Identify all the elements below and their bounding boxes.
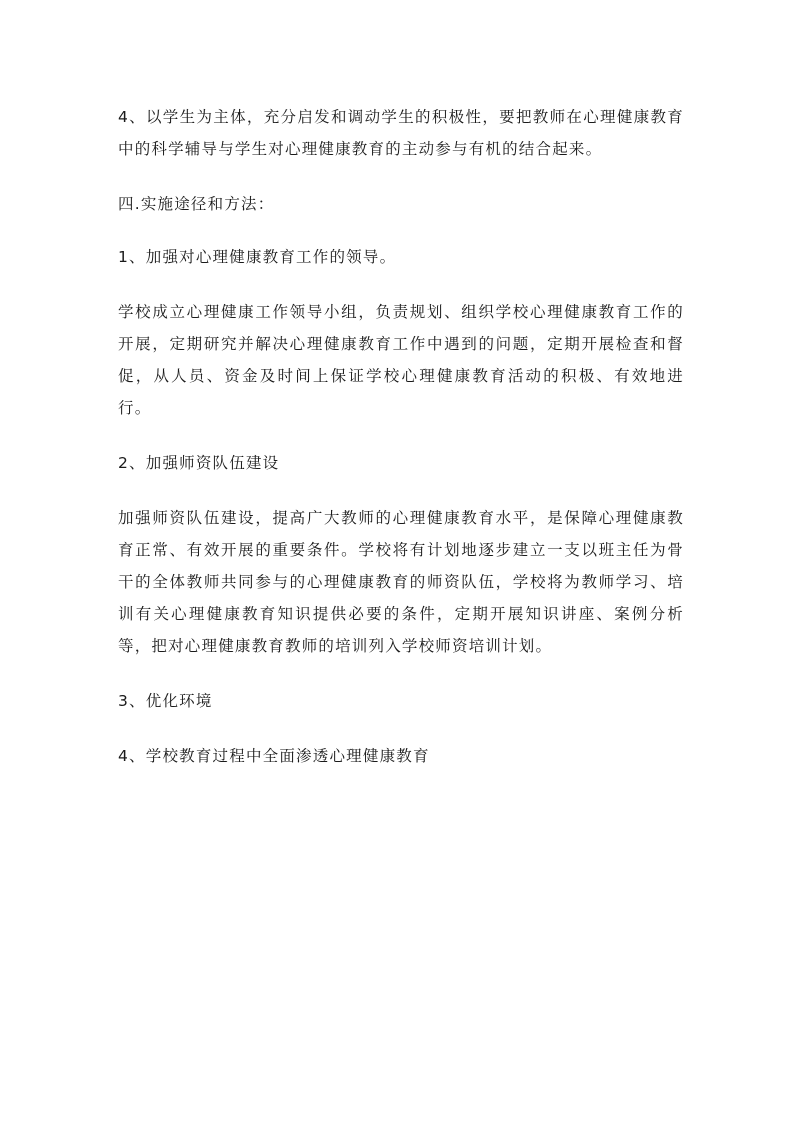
subheading-teacher-team: 2、加强师资队伍建设 bbox=[118, 454, 280, 472]
subheading-leadership: 1、加强对心理健康教育工作的领导。 bbox=[118, 248, 397, 266]
section-heading-implementation: 四.实施途径和方法： bbox=[118, 195, 275, 213]
subheading-education-process: 4、学校教育过程中全面渗透心理健康教育 bbox=[118, 747, 430, 765]
paragraph-leadership: 学校成立心理健康工作领导小组，负责规划、组织学校心理健康教育工作的开展，定期研究并解决心理健康教育工作中遇到的问题，定期开展检查和督促，从人员、资金及时间上保证学校心理健康教育活动的积极、有效地进行。 bbox=[118, 303, 684, 417]
paragraph-teacher-team: 加强师资队伍建设，提高广大教师的心理健康教育水平，是保障心理健康教育正常、有效开展的重要条件。学校将有计划地逐步建立一支以班主任为骨干的全体教师共同参与的心理健康教育的师资队伍，学校将为教师学习、培训有关心理健康教育知识提供必要的条件，定期开展知识讲座、案例分析等，把对心理健康教育教师的培训列入学校师资培训计划。 bbox=[118, 509, 684, 655]
document-body bbox=[118, 101, 684, 772]
paragraph-principle-4: 4、以学生为主体，充分启发和调动学生的积极性，要把教师在心理健康教育中的科学辅导与学生对心理健康教育的主动参与有机的结合起来。 bbox=[118, 108, 684, 158]
subheading-environment: 3、优化环境 bbox=[118, 692, 213, 710]
